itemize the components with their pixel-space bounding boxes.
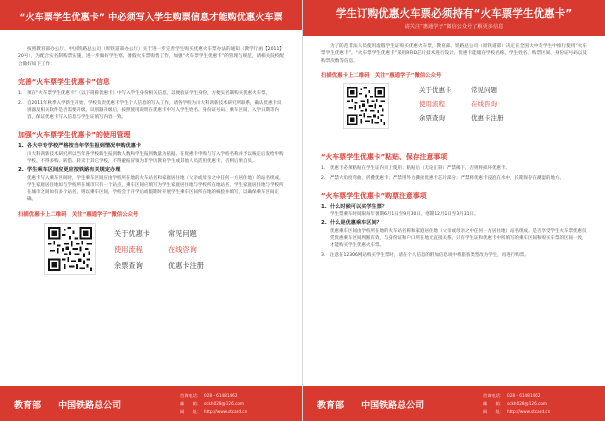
right-intro-paragraph: 为了防范非法人员使用虚假学生证购买优惠火车票，教育部、铁路总公司（原铁道部）决定在全国大中专学生中推行使用“火车票学生优惠卡”。“火车票学生优惠卡”采用RFID芯片技术进行设计，优惠卡能储存学校名称、学生姓名、购票区间、身份证号码以及购票次数等信息。 [321,44,587,64]
menu-usage-flow[interactable]: 使用流程 [114,244,143,254]
right-footer-bar [303,386,605,421]
right-section1-list [321,165,587,182]
contact-web-row: 网 址： http://www.stcard.cn [180,409,248,414]
item-number: 1. [18,143,24,150]
right-footer-contact [483,392,550,416]
org-ministry-education: 教育部 [14,401,42,411]
right-section1-item-2 [321,175,587,182]
right-header-subtitle: 请关注“惠通学子”微信公众号了解更多信息 [404,24,504,30]
right-section2-title: “火车票学生优惠卡”购票注意事项 [321,191,427,200]
left-section1-title: 完善“火车票学生优惠卡”信息 [18,78,110,87]
right-section2-list [321,204,587,259]
menu-card-register[interactable]: 优惠卡注册 [168,260,204,270]
right-section2-item-2 [321,220,587,249]
left-footer-orgs [14,398,135,411]
item-number: 2. [18,100,23,106]
item-text: 注意在12306网站购买学生票时，请在个人信息的附加信息项中将旅客类型改为学生，再进行购票。 [330,252,529,258]
right-page [303,0,605,421]
item-text: 优惠卡必须粘贴在学生证内页上使用；粘贴后（无论正斜）严禁揭下，否则将损坏优惠卡。 [330,166,510,172]
qr-code-icon[interactable] [44,223,96,275]
item-text: 川大科鸿新技术研究所以当年各学校新生报到数人数和学生报到数量为依据，在优惠卡申购与写入学校名称并予以核定后发给申购学校。不得多购、转借、转卖于其它学校，不得避报冒领为非学历教育学生或其他人员活用优惠卡，否则后果自负。 [27,151,284,164]
item-heading: 各大中专学校严格按当年学生报到情况申购优惠卡 [27,143,142,150]
menu-online-consult[interactable]: 在线咨询 [168,244,197,254]
left-section2-list [18,143,284,203]
contact-phone-row: 咨询电话： 028 - 61481462 [483,393,541,398]
menu-faq[interactable]: 常见问题 [471,86,497,95]
item-heading: 什么时候可以买学生票？ [330,203,388,210]
contact-phone-row: 咨询电话： 028 - 61481462 [180,393,238,398]
left-intro-paragraph: 按照教育部办公厅、中国铁路总公司（原铁道部办公厅）关于进一步完善学生购买优惠火车票办法的通知（教学厅函【2011】20号），为配合实名制购票实施，进一步做好学生寒、暑假火车票购售工作，加强“火车票学生优惠卡”的管理与规范，请相关院校配合做好如下工作： [18,47,284,67]
right-section2-item-3 [321,252,587,259]
item-heading: 什么是优惠乘车区间？ [330,220,382,227]
contact-email-row: 邮 箱： sckh028@126.com [180,401,245,406]
item-text: 严禁大角度弯曲、折叠优惠卡；严禁用外力撕扯优惠卡芯片部分；严禁将优惠卡浸泡在水中，长期保存在潮湿的地方。 [330,175,564,181]
right-header-bar [303,0,605,36]
item-number: 1. [321,203,327,210]
org-china-railway: 中国铁路总公司 [58,401,122,411]
left-section2-item-2 [18,167,284,203]
left-page [0,0,302,421]
item-text: 优惠卡写入乘车区间时，学生乘车区间应由学校所在地的火车站名和家庭居住地（父亲或母亲之中任何一方居住地）的站名组成。学生家庭居住地如与学校所在城市只有一个站点，乘车区间应填写为学生家庭居住地与学校所在地站名，学生家庭居住地与学校所在城市之间如有多个站名，则以乘车区间，学校会于开学后或假期时开展学生乘车区间所在地的核验并填写，以确保乘车区间正确。 [27,175,284,203]
left-header-title: “火车票学生优惠卡” 中必须写入学生购票信息才能购优惠火车票 [19,12,283,23]
item-text: 须在“火车票学生优惠卡”（以下简称优惠卡）中写入学生身份相关信息，以便验证学生身份，方便实名制购买优惠火车票。 [27,91,271,97]
left-section1-item-1 [18,90,284,97]
right-header-title: 学生订购优惠火车票必须持有“火车票学生优惠卡” [335,8,573,20]
right-qr-block [321,83,587,143]
menu-card-register[interactable]: 优惠卡注册 [471,114,504,123]
left-section1-item-2 [18,100,284,122]
item-number: 2. [321,175,326,181]
left-section2-item-1 [18,143,284,165]
item-number: 2. [18,167,24,174]
menu-ticket-query[interactable]: 余票查询 [419,114,445,123]
right-section1-item-1 [321,165,587,172]
right-section2-item-1 [321,204,587,219]
left-footer-contact [180,392,247,416]
left-qr-block [18,223,284,297]
contact-web-row: 网 址： http://www.stcard.cn [483,409,551,414]
right-footer-orgs [317,398,438,411]
menu-ticket-query[interactable]: 余票查询 [114,260,143,270]
menu-faq[interactable]: 常见问题 [168,228,197,238]
item-number: 1. [321,166,326,172]
item-text: 学生票乘车时间限每年暑期6月1日至9月30日、寒期12月1日至3月31日。 [330,212,479,218]
item-number: 2. [321,220,327,227]
item-heading: 学生乘车区间应更应按铁路有关规定办理 [27,167,121,174]
left-footer-bar [0,386,302,421]
left-qr-caption: 扫描优惠卡上二维码 关注“惠通学子”微信公众号 [18,211,139,218]
org-ministry-education: 教育部 [317,401,345,411]
left-section1-list [18,90,284,121]
item-text: 自2011年秋季入学新生开始，学校负责优惠卡学生个人信息的写入工作，请各学校为川大科鸿新技术研究所联系，确认优惠卡识别器及相关软件是否需要升级。识别器升级后，按照使用说明在优惠卡中写入学生姓名、身份证号码、乘车区间、入学日期等内容，保证优惠卡写入信息与学生证填写内容一致。 [27,100,282,121]
menu-about-card[interactable]: 关于优惠卡 [419,86,452,95]
contact-email-row: 邮 箱： sckh028@126.com [483,401,548,406]
right-qr-caption: 扫描优惠卡上二维码 关注“惠通学子”微信公众号 [321,73,442,80]
menu-about-card[interactable]: 关于优惠卡 [114,228,150,238]
right-body [303,43,605,261]
menu-online-consult[interactable]: 在线咨询 [471,100,497,109]
left-header-bar [0,0,302,30]
item-text: 优惠乘车区间由学校所在地的火车站名称和家庭居住地（父亲或母亲之中任何一方居住地）站名组成。是否享受学生火车票优惠仅凭优惠乘车区间判断有效，与身份证和户口所在地无直接关系。只有学生证和优惠卡中所填写的乘车区间和购买车票的区间一致，才能购买学生优惠火车票。 [330,228,587,249]
right-section1-title: “火车票学生优惠卡”粘贴、保存注意事项 [321,153,448,162]
left-section2-title: 加强“火车票学生优惠卡”的使用管理 [18,131,131,140]
item-number: 1. [18,91,23,97]
item-number: 3. [321,252,326,258]
left-body [0,46,302,297]
qr-code-icon[interactable] [343,83,389,129]
org-china-railway: 中国铁路总公司 [361,401,425,411]
menu-usage-flow[interactable]: 使用流程 [419,100,445,109]
